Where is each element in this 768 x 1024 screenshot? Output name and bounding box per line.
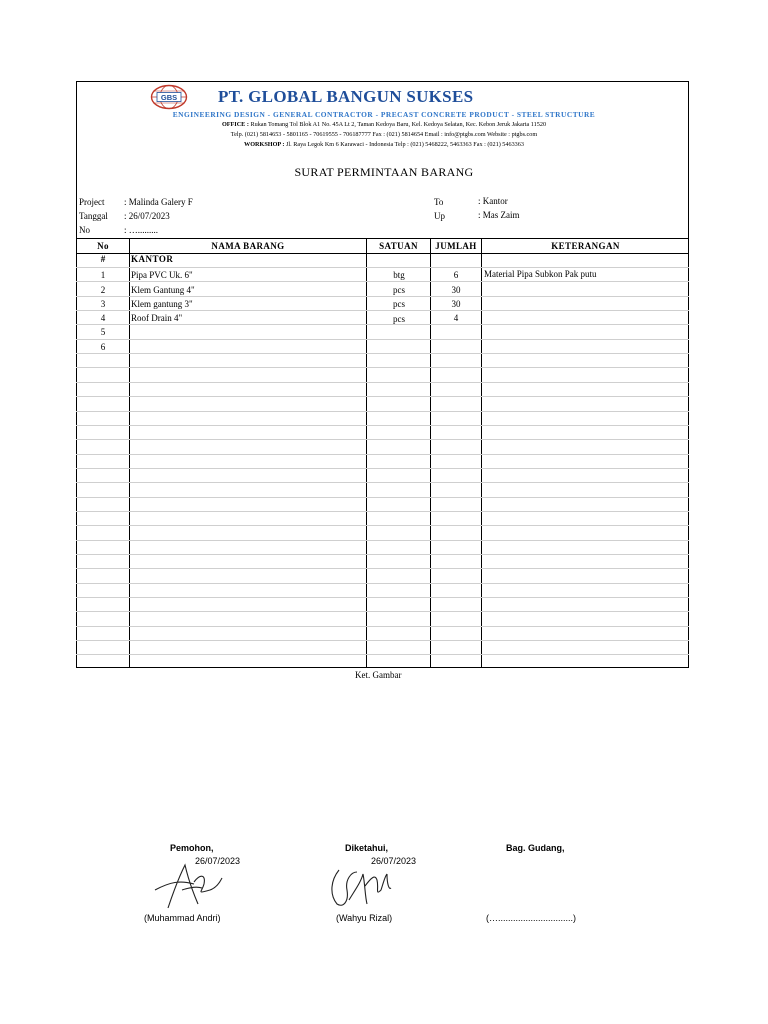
up-label: Up: [434, 211, 445, 221]
table-grid-line: [76, 640, 689, 641]
section-name: KANTOR: [131, 254, 174, 264]
to-value: : Kantor: [478, 196, 508, 206]
table-grid-line: [76, 654, 689, 655]
table-grid-line: [76, 525, 689, 526]
row-satuan: [367, 325, 431, 339]
header-nama-barang: NAMA BARANG: [211, 241, 285, 251]
company-tagline: ENGINEERING DESIGN - GENERAL CONTRACTOR - PRECAST CONCRETE PRODUCT - STEEL STRUCTURE: [172, 110, 596, 119]
table-grid-line: [76, 482, 689, 483]
row-nama: Roof Drain 4": [131, 313, 183, 323]
table-grid-line: [76, 626, 689, 627]
row-satuan: pcs: [393, 285, 405, 295]
row-nama: Klem Gantung 4": [131, 285, 195, 295]
row-satuan: pcs: [393, 314, 405, 324]
table-grid-line: [76, 367, 689, 368]
row-jumlah: 30: [451, 285, 461, 295]
to-label: To: [434, 197, 444, 207]
diketahui-date: 26/07/2023: [371, 856, 417, 866]
table-grid-line: [76, 468, 689, 469]
row-jumlah: [431, 340, 481, 354]
table-grid-line: [76, 425, 689, 426]
table-grid-line: [76, 554, 689, 555]
table-grid-line: [76, 583, 689, 584]
header-satuan: SATUAN: [379, 241, 418, 251]
row-no: 5: [100, 327, 106, 337]
table-grid-line: [76, 396, 689, 397]
project-value: : Malinda Galery F: [124, 197, 193, 207]
no-label: No: [79, 225, 90, 235]
gudang-label: Bag. Gudang,: [506, 843, 565, 853]
table-grid-line: [76, 497, 689, 498]
row-no: 1: [100, 270, 106, 280]
row-satuan: pcs: [393, 299, 405, 309]
document-title: SURAT PERMINTAAN BARANG: [294, 165, 474, 179]
tanggal-label: Tanggal: [79, 211, 108, 221]
row-no: 2: [100, 285, 106, 295]
table-grid-line: [76, 382, 689, 383]
pemohon-label: Pemohon,: [170, 843, 214, 853]
pemohon-name: (Muhammad Andri): [144, 913, 221, 923]
table-grid-line: [76, 454, 689, 455]
pemohon-signature: [150, 860, 230, 912]
office-address: OFFICE : Rukan Tomang Tol Blok A1 No. 45A Lt 2, Taman Kedoya Baru, Kel. Kedoya Selatan, Kec. Kebon Jeruk Jakarta 11520: [221, 121, 547, 128]
tanggal-value: : 26/07/2023: [124, 211, 170, 221]
table-grid-line: [76, 568, 689, 569]
row-jumlah: 30: [451, 299, 461, 309]
document-frame: [76, 81, 689, 668]
ket-gambar-label: Ket. Gambar: [355, 670, 402, 680]
diketahui-name: (Wahyu Rizal): [336, 913, 393, 923]
row-no: 4: [100, 313, 106, 323]
project-label: Project: [79, 197, 105, 207]
header-keterangan: KETERANGAN: [551, 241, 620, 251]
row-no: 3: [100, 299, 106, 309]
table-grid-line: [76, 597, 689, 598]
company-name: PT. GLOBAL BANGUN SUKSES: [218, 87, 474, 106]
logo-text: GBS: [160, 93, 178, 102]
gudang-name: (…..............................): [486, 913, 577, 923]
row-satuan: btg: [393, 270, 405, 280]
workshop-address: WORKSHOP : Jl. Raya Legok Km 6 Karawaci - Indonesia Telp : (021) 5468222, 5463363 Fax : (021) 5463363: [244, 141, 524, 148]
row-nama: Pipa PVC Uk. 6": [131, 270, 193, 280]
table-grid-line: [76, 611, 689, 612]
row-jumlah: 4: [453, 313, 459, 323]
row-satuan: [367, 340, 431, 354]
table-grid-line: [76, 439, 689, 440]
table-grid-line: [76, 540, 689, 541]
row-jumlah: 6: [453, 270, 459, 280]
row-no: 6: [100, 342, 106, 352]
no-value: : ….........: [124, 225, 159, 235]
up-value: : Mas Zaim: [478, 210, 520, 220]
pemohon-date: 26/07/2023: [195, 856, 241, 866]
row-keterangan: Material Pipa Subkon Pak putu: [484, 269, 597, 279]
header-no: No: [97, 241, 109, 251]
table-grid-line: [76, 511, 689, 512]
diketahui-label: Diketahui,: [345, 843, 389, 853]
diketahui-signature: [325, 860, 405, 912]
row-nama: Klem gantung 3": [131, 299, 193, 309]
contact-line: Telp. (021) 5814653 - 5801165 - 70619555 - 706187777 Fax : (021) 5814654 Email : info@ptgbs.com Website : ptgbs.com: [230, 131, 538, 138]
table-grid-line: [76, 411, 689, 412]
row-jumlah: [431, 325, 481, 339]
section-marker: #: [100, 254, 106, 264]
header-jumlah: JUMLAH: [435, 241, 477, 251]
